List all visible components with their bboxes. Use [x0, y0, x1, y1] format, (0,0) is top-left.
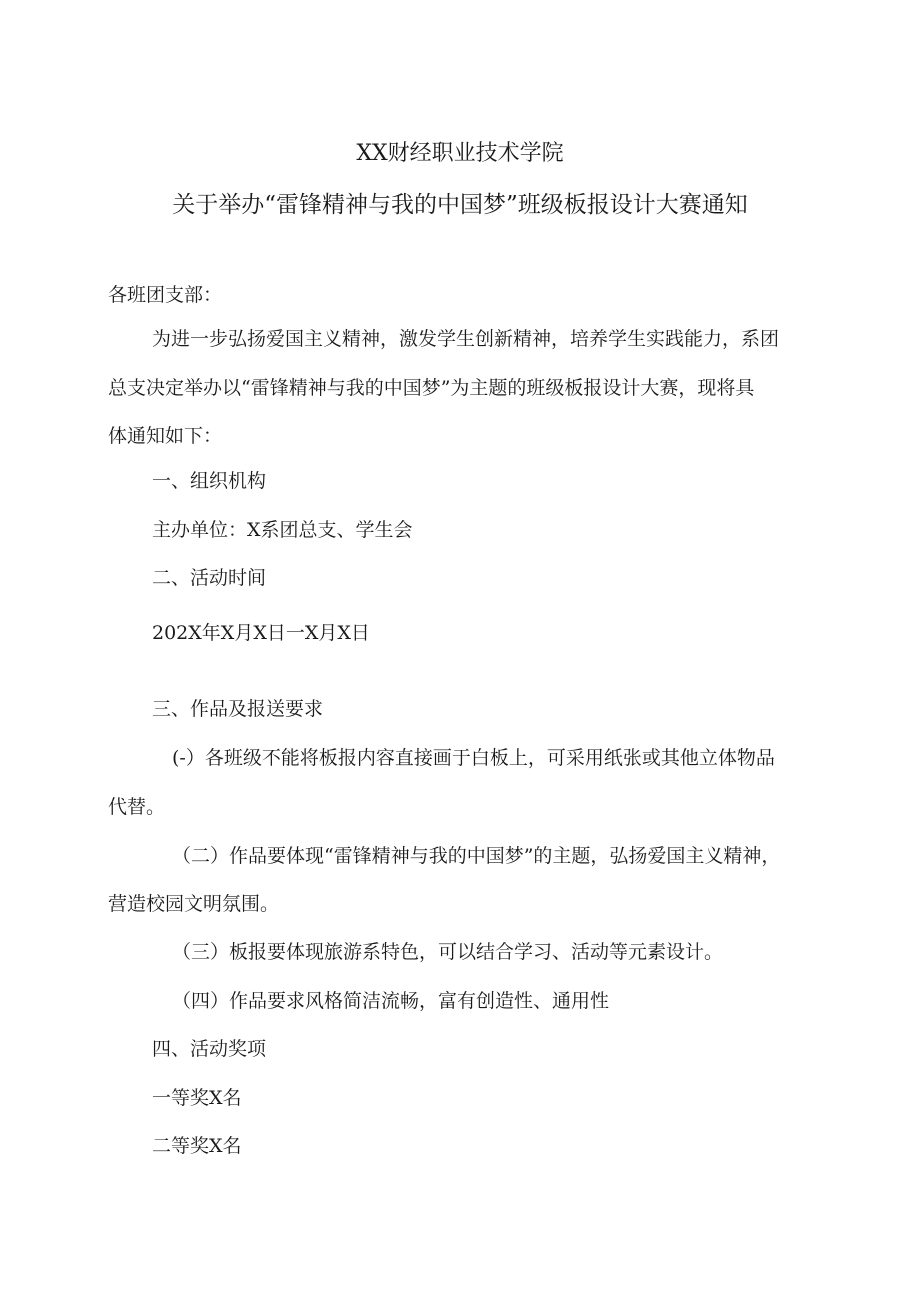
- requirement-item-1-line-2: 代替。: [108, 796, 166, 818]
- prize-first: 一等奖X名: [152, 1087, 242, 1109]
- requirement-item-3: （三）板报要体现旅游系特色，可以结合学习、活动等元素设计。: [172, 941, 724, 963]
- section-heading-time: 二、活动时间: [152, 567, 267, 589]
- organizer-text: 主办单位：X系团总支、学生会: [152, 519, 413, 541]
- salutation: 各班团支部：: [108, 284, 223, 306]
- prize-second: 二等奖X名: [152, 1135, 242, 1157]
- intro-line-1: 为进一步弘扬爱国主义精神，激发学生创新精神，培养学生实践能力，系团: [152, 328, 780, 350]
- intro-line-3: 体通知如下：: [108, 425, 223, 447]
- section-heading-awards: 四、活动奖项: [152, 1038, 267, 1060]
- intro-line-2: 总支决定举办以“雷锋精神与我的中国梦”为主题的班级板报设计大赛，现将具: [108, 377, 755, 399]
- section-heading-organization: 一、组织机构: [152, 470, 267, 492]
- activity-date-text: 202X年X月X日一X月X日: [152, 622, 370, 644]
- section-heading-requirements: 三、作品及报送要求: [152, 698, 324, 720]
- document-title-notice: 关于举办“雷锋精神与我的中国梦”班级板报设计大赛通知: [172, 192, 748, 218]
- requirement-item-1-line-1: (-）各班级不能将板报内容直接画于白板上，可采用纸张或其他立体物品: [172, 747, 775, 769]
- document-title-school: XX财经职业技术学院: [356, 141, 564, 166]
- requirement-item-2-line-1: （二）作品要体现“雷锋精神与我的中国梦”的主题，弘扬爱国主义精神，: [172, 845, 781, 867]
- requirement-item-4: （四）作品要求风格简洁流畅，富有创造性、通用性: [172, 990, 610, 1012]
- requirement-item-2-line-2: 营造校园文明氛围。: [108, 893, 280, 915]
